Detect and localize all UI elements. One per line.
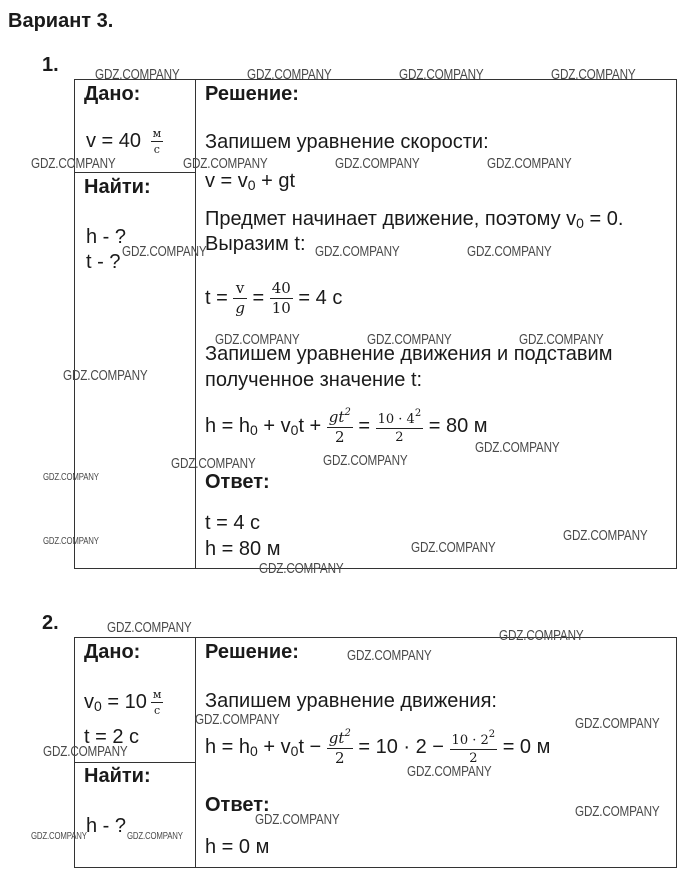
problem-2-given-v0 bbox=[84, 689, 163, 716]
problem-1-solution-header: Решение: bbox=[205, 83, 299, 105]
watermark: GDZ.COMPANY bbox=[43, 472, 99, 483]
problem-1-line-2 bbox=[205, 208, 623, 231]
problem-1-given-header: Дано: bbox=[84, 83, 141, 105]
formula-part: = 80 м bbox=[423, 414, 488, 437]
watermark: GDZ.COMPANY bbox=[575, 803, 660, 820]
formula-subscript: 0 bbox=[247, 177, 256, 193]
watermark: GDZ.COMPANY bbox=[487, 155, 572, 172]
fraction-denominator: 2 bbox=[469, 751, 478, 766]
fraction-gt2-over-2 bbox=[327, 408, 353, 445]
formula-part: h = h bbox=[205, 735, 251, 758]
fraction-superscript: 2 bbox=[344, 407, 351, 418]
formula-part: t = bbox=[205, 286, 234, 309]
watermark: GDZ.COMPANY bbox=[255, 811, 340, 828]
problem-1-line-4: Запишем уравнение движения и подставим bbox=[205, 343, 613, 365]
fraction-denominator: 2 bbox=[395, 430, 404, 445]
formula-subscript: 0 bbox=[290, 421, 299, 438]
watermark: GDZ.COMPANY bbox=[127, 831, 183, 842]
formula-part: = 10 · 2 − bbox=[352, 735, 450, 758]
formula-part: v = v bbox=[205, 170, 248, 192]
fraction-v-over-g bbox=[233, 281, 247, 316]
problem-2-divider bbox=[195, 637, 196, 868]
problem-1-answer-t: t = 4 с bbox=[205, 512, 261, 534]
fraction-denominator: 10 bbox=[271, 299, 291, 317]
fraction-superscript: 2 bbox=[488, 729, 496, 740]
formula-part: + v bbox=[257, 414, 291, 437]
formula-part: + v bbox=[257, 735, 291, 758]
watermark: GDZ.COMPANY bbox=[183, 155, 268, 172]
fraction-numerator: gt bbox=[328, 729, 345, 747]
problem-1-line-3: Выразим t: bbox=[205, 233, 306, 255]
watermark: GDZ.COMPANY bbox=[519, 331, 604, 348]
problem-2-answer-h: h = 0 м bbox=[205, 836, 270, 858]
watermark: GDZ.COMPANY bbox=[335, 155, 420, 172]
problem-2-given-t: t = 2 с bbox=[84, 726, 140, 748]
problem-2-find-header: Найти: bbox=[84, 765, 151, 787]
fraction-denominator: 2 bbox=[335, 428, 345, 446]
problem-2-line-1: Запишем уравнение движения: bbox=[205, 690, 497, 712]
watermark: GDZ.COMPANY bbox=[195, 711, 280, 728]
problem-2-given-header: Дано: bbox=[84, 641, 141, 663]
watermark: GDZ.COMPANY bbox=[575, 715, 660, 732]
fraction-10x2sq-over-2 bbox=[450, 730, 498, 765]
formula-subscript: 0 bbox=[250, 421, 258, 438]
fraction-numerator: v bbox=[233, 281, 247, 299]
watermark: GDZ.COMPANY bbox=[367, 331, 452, 348]
formula-subscript: 0 bbox=[290, 742, 299, 759]
given-part: v bbox=[84, 690, 94, 713]
text-subscript: 0 bbox=[576, 215, 584, 231]
watermark: GDZ.COMPANY bbox=[467, 243, 552, 260]
watermark: GDZ.COMPANY bbox=[247, 66, 332, 83]
given-part: = 10 bbox=[101, 690, 147, 713]
problem-1-formula-1 bbox=[205, 170, 295, 193]
problem-2-answer-header: Ответ: bbox=[205, 794, 270, 816]
formula-part: h = h bbox=[205, 414, 251, 437]
problem-1-given-divider bbox=[74, 172, 196, 173]
formula-part: = 4 с bbox=[292, 286, 343, 309]
fraction-numerator: gt bbox=[328, 408, 345, 426]
watermark: GDZ.COMPANY bbox=[315, 243, 400, 260]
watermark: GDZ.COMPANY bbox=[122, 243, 207, 260]
watermark: GDZ.COMPANY bbox=[63, 367, 148, 384]
watermark: GDZ.COMPANY bbox=[43, 536, 99, 547]
watermark: GDZ.COMPANY bbox=[323, 452, 408, 469]
problem-1-line-1: Запишем уравнение скорости: bbox=[205, 131, 489, 153]
watermark: GDZ.COMPANY bbox=[259, 560, 344, 577]
watermark: GDZ.COMPANY bbox=[95, 66, 180, 83]
given-subscript: 0 bbox=[94, 697, 102, 714]
watermark: GDZ.COMPANY bbox=[407, 763, 492, 780]
watermark: GDZ.COMPANY bbox=[475, 439, 560, 456]
unit-numerator: м bbox=[152, 127, 162, 140]
fraction-superscript: 2 bbox=[344, 728, 351, 739]
problem-2-number: 2. bbox=[42, 612, 59, 634]
problem-1-number: 1. bbox=[42, 54, 59, 76]
fraction-denominator: g bbox=[235, 299, 245, 317]
fraction-numerator: 10 · 2 bbox=[451, 733, 489, 748]
watermark: GDZ.COMPANY bbox=[347, 647, 432, 664]
watermark: GDZ.COMPANY bbox=[215, 331, 300, 348]
unit-denominator: с bbox=[153, 143, 160, 156]
watermark: GDZ.COMPANY bbox=[107, 619, 192, 636]
watermark: GDZ.COMPANY bbox=[411, 539, 496, 556]
watermark: GDZ.COMPANY bbox=[551, 66, 636, 83]
formula-part: = bbox=[352, 414, 376, 437]
fraction-10x4sq-over-2 bbox=[376, 409, 424, 444]
watermark: GDZ.COMPANY bbox=[31, 831, 87, 842]
fraction-denominator: 2 bbox=[335, 749, 345, 767]
formula-part: t − bbox=[298, 735, 327, 758]
problem-1-answer-h: h = 80 м bbox=[205, 538, 281, 560]
fraction-40-over-10 bbox=[270, 281, 293, 316]
watermark: GDZ.COMPANY bbox=[499, 627, 584, 644]
text-part: Предмет начинает движение, поэтому v bbox=[205, 208, 577, 230]
watermark: GDZ.COMPANY bbox=[43, 743, 128, 760]
fraction-gt2-over-2 bbox=[327, 729, 353, 766]
problem-2-given-divider bbox=[74, 762, 196, 763]
problem-1-formula-3 bbox=[205, 408, 488, 445]
formula-part: + gt bbox=[255, 170, 296, 192]
problem-2-formula-1 bbox=[205, 729, 550, 766]
fraction-numerator: 10 · 4 bbox=[377, 412, 415, 427]
problem-1-find-t: t - ? bbox=[86, 251, 121, 273]
problem-1-answer-header: Ответ: bbox=[205, 471, 270, 493]
problem-1-line-5: полученное значение t: bbox=[205, 369, 423, 391]
problem-2-solution-header: Решение: bbox=[205, 641, 299, 663]
fraction-superscript: 2 bbox=[414, 408, 422, 419]
text-part: = 0. bbox=[583, 208, 624, 230]
velocity-unit bbox=[151, 689, 164, 716]
problem-1-find-h: h - ? bbox=[86, 226, 127, 248]
problem-2-find-h: h - ? bbox=[86, 815, 127, 837]
formula-part: = bbox=[246, 286, 270, 309]
formula-subscript: 0 bbox=[250, 742, 258, 759]
unit-numerator: м bbox=[152, 688, 162, 701]
watermark: GDZ.COMPANY bbox=[399, 66, 484, 83]
velocity-unit bbox=[151, 128, 164, 155]
given-velocity-value: v = 40 bbox=[86, 129, 142, 152]
problem-1-divider bbox=[195, 79, 196, 569]
formula-part: = 0 м bbox=[497, 735, 551, 758]
watermark: GDZ.COMPANY bbox=[563, 527, 648, 544]
watermark: GDZ.COMPANY bbox=[31, 155, 116, 172]
fraction-numerator: 40 bbox=[271, 279, 291, 297]
problem-1-find-header: Найти: bbox=[84, 176, 151, 198]
formula-part: t + bbox=[298, 414, 327, 437]
page-title: Вариант 3. bbox=[8, 10, 114, 32]
watermark: GDZ.COMPANY bbox=[171, 455, 256, 472]
problem-1-given-velocity bbox=[86, 128, 163, 155]
problem-1-formula-2 bbox=[205, 281, 342, 316]
unit-denominator: с bbox=[154, 704, 161, 717]
